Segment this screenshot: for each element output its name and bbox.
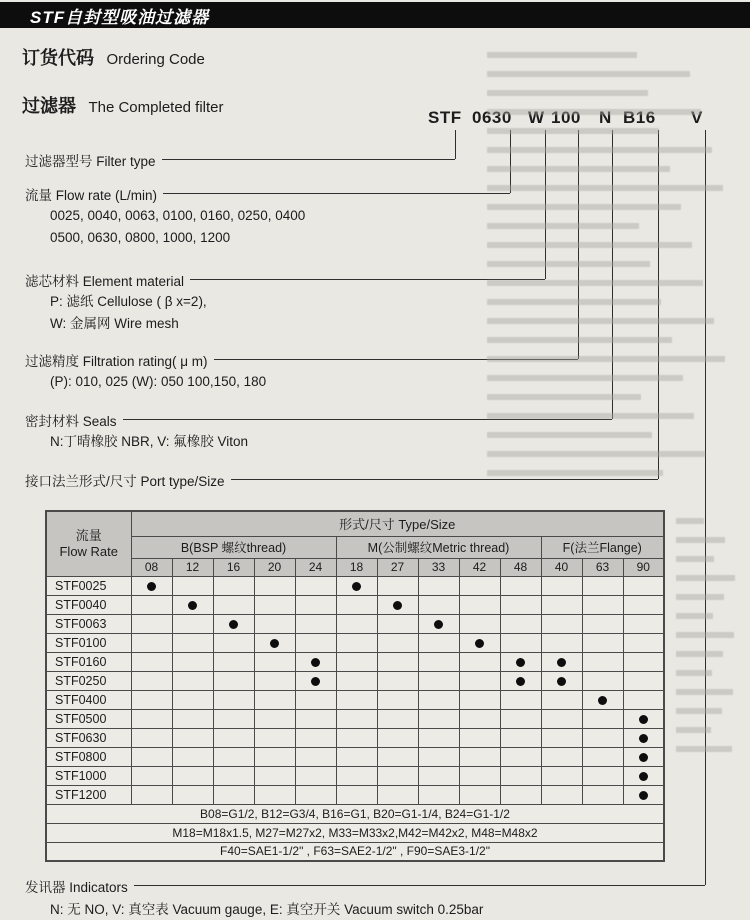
availability-cell — [377, 595, 418, 614]
availability-cell — [623, 576, 664, 595]
bleed-line — [487, 394, 641, 400]
availability-cell — [336, 614, 377, 633]
availability-cell — [377, 785, 418, 804]
section-ordering-code — [22, 44, 205, 70]
availability-cell — [213, 595, 254, 614]
connector-line — [162, 159, 455, 160]
label-sub-text: (P): 010, 025 (W): 050 100,150, 180 — [50, 374, 267, 389]
code-segment-0630: 0630 — [472, 108, 512, 127]
table-row-STF0063 — [46, 614, 664, 633]
label-text: 流量 Flow rate (L/min) — [25, 188, 158, 203]
code-label-element-material — [25, 270, 545, 334]
connector-line — [123, 419, 612, 420]
availability-cell — [459, 633, 500, 652]
availability-cell — [254, 766, 295, 785]
availability-cell — [254, 652, 295, 671]
availability-dot — [639, 734, 648, 743]
table-row-STF0250 — [46, 671, 664, 690]
availability-cell — [541, 576, 582, 595]
availability-cell — [541, 614, 582, 633]
availability-cell — [418, 709, 459, 728]
availability-cell — [172, 633, 213, 652]
connector-line — [163, 193, 510, 194]
availability-cell — [254, 633, 295, 652]
availability-cell — [131, 652, 172, 671]
availability-dot — [434, 620, 443, 629]
availability-cell — [623, 652, 664, 671]
availability-cell — [459, 671, 500, 690]
availability-cell — [582, 690, 623, 709]
table-row-STF0100 — [46, 633, 664, 652]
availability-cell — [336, 576, 377, 595]
section-completed-filter — [22, 92, 224, 118]
model-cell: STF0500 — [46, 709, 131, 728]
availability-cell — [541, 652, 582, 671]
code-vline-3 — [578, 130, 579, 359]
availability-cell — [131, 614, 172, 633]
availability-cell — [172, 690, 213, 709]
availability-cell — [254, 728, 295, 747]
bleed-line — [487, 185, 723, 191]
availability-cell — [172, 595, 213, 614]
code-segment-N: N — [599, 108, 612, 127]
availability-cell — [213, 652, 254, 671]
availability-cell — [623, 766, 664, 785]
availability-cell — [131, 671, 172, 690]
availability-cell — [377, 766, 418, 785]
availability-cell — [377, 633, 418, 652]
availability-cell — [500, 595, 541, 614]
bleed-line — [487, 128, 659, 134]
availability-cell — [500, 576, 541, 595]
availability-dot — [311, 677, 320, 686]
connector-line — [190, 279, 545, 280]
footnote-text: B08=G1/2, B12=G3/4, B16=G1, B20=G1-1/4, B24=G1-1/2 — [46, 804, 664, 823]
availability-dot — [557, 677, 566, 686]
availability-cell — [213, 785, 254, 804]
flow-rate-header: 流量 Flow Rate — [46, 511, 131, 576]
availability-cell — [172, 728, 213, 747]
availability-cell — [418, 728, 459, 747]
code-label-seals — [25, 410, 612, 452]
availability-cell — [418, 690, 459, 709]
bleed-line — [487, 337, 672, 343]
availability-cell — [131, 690, 172, 709]
bleed-line — [676, 746, 732, 752]
availability-cell — [254, 747, 295, 766]
completed-filter-title-en: The Completed filter — [88, 99, 224, 116]
indicators-note: N: 无 NO, V: 真空表 Vacuum gauge, E: 真空开关 Vacuum switch 0.25bar — [50, 902, 484, 917]
availability-cell — [418, 747, 459, 766]
bleed-line — [676, 537, 725, 543]
size-col-header-12: 12 — [172, 558, 213, 576]
bleed-line — [676, 518, 704, 524]
availability-cell — [623, 671, 664, 690]
availability-cell — [582, 576, 623, 595]
model-cell: STF0800 — [46, 747, 131, 766]
size-col-header-63: 63 — [582, 558, 623, 576]
code-segment-W: W — [528, 108, 545, 127]
thread-group-header: F(法兰Flange) — [541, 536, 664, 558]
code-label-port-type-size — [25, 470, 658, 490]
availability-cell — [623, 709, 664, 728]
availability-cell — [172, 709, 213, 728]
table-row-STF1000 — [46, 766, 664, 785]
size-col-header-42: 42 — [459, 558, 500, 576]
availability-cell — [295, 576, 336, 595]
code-label-filter-type — [25, 150, 455, 170]
availability-cell — [213, 690, 254, 709]
availability-cell — [172, 785, 213, 804]
availability-cell — [131, 766, 172, 785]
availability-cell — [459, 614, 500, 633]
availability-cell — [500, 671, 541, 690]
availability-cell — [623, 785, 664, 804]
size-col-header-08: 08 — [131, 558, 172, 576]
bleed-line — [676, 613, 713, 619]
availability-dot — [557, 658, 566, 667]
size-col-header-20: 20 — [254, 558, 295, 576]
availability-cell — [254, 785, 295, 804]
size-col-header-40: 40 — [541, 558, 582, 576]
label-sub-text: 0025, 0040, 0063, 0100, 0160, 0250, 0400 — [50, 208, 306, 223]
model-cell: STF0400 — [46, 690, 131, 709]
availability-cell — [172, 614, 213, 633]
connector-line — [134, 885, 705, 886]
availability-cell — [377, 652, 418, 671]
table-row-STF0630 — [46, 728, 664, 747]
bleed-line — [676, 594, 724, 600]
size-table — [45, 510, 665, 862]
size-col-header-33: 33 — [418, 558, 459, 576]
size-col-header-24: 24 — [295, 558, 336, 576]
availability-cell — [541, 747, 582, 766]
page-header-bar — [0, 2, 750, 28]
availability-cell — [336, 766, 377, 785]
availability-cell — [377, 728, 418, 747]
availability-cell — [500, 690, 541, 709]
availability-cell — [172, 766, 213, 785]
size-col-header-27: 27 — [377, 558, 418, 576]
connector-line — [231, 479, 658, 480]
connector-line — [214, 359, 578, 360]
availability-cell — [377, 747, 418, 766]
availability-cell — [295, 709, 336, 728]
availability-cell — [623, 614, 664, 633]
table-row-STF0800 — [46, 747, 664, 766]
availability-cell — [582, 766, 623, 785]
availability-cell — [541, 709, 582, 728]
bleed-line — [487, 242, 692, 248]
table-row-STF0500 — [46, 709, 664, 728]
availability-cell — [295, 671, 336, 690]
availability-dot — [188, 601, 197, 610]
availability-cell — [295, 595, 336, 614]
size-col-header-48: 48 — [500, 558, 541, 576]
availability-cell — [459, 728, 500, 747]
availability-cell — [459, 747, 500, 766]
availability-cell — [131, 747, 172, 766]
availability-cell — [418, 576, 459, 595]
availability-cell — [377, 709, 418, 728]
availability-cell — [541, 633, 582, 652]
availability-cell — [623, 690, 664, 709]
availability-cell — [582, 747, 623, 766]
label-text: 接口法兰形式/尺寸 Port type/Size — [25, 474, 225, 489]
code-vline-1 — [510, 130, 511, 193]
label-sub-text: 0500, 0630, 0800, 1000, 1200 — [50, 230, 231, 245]
footnote-row-0 — [46, 804, 664, 823]
availability-dot — [475, 639, 484, 648]
availability-cell — [541, 766, 582, 785]
completed-filter-title-cn: 过滤器 — [22, 96, 76, 116]
availability-cell — [582, 671, 623, 690]
label-text: 密封材料 Seals — [25, 414, 117, 429]
availability-cell — [459, 709, 500, 728]
availability-cell — [582, 728, 623, 747]
availability-cell — [295, 614, 336, 633]
label-sub-text: W: 金属网 Wire mesh — [50, 316, 179, 331]
availability-cell — [295, 766, 336, 785]
code-vline-5 — [658, 130, 659, 479]
availability-cell — [459, 652, 500, 671]
availability-cell — [213, 633, 254, 652]
availability-cell — [254, 595, 295, 614]
availability-cell — [500, 633, 541, 652]
bleed-line — [487, 109, 701, 115]
availability-cell — [541, 728, 582, 747]
table-row-STF0400 — [46, 690, 664, 709]
label-text: 滤芯材料 Element material — [25, 274, 185, 289]
availability-cell — [213, 671, 254, 690]
label-sub-text: N:丁晴橡胶 NBR, V: 氟橡胶 Viton — [50, 434, 249, 449]
availability-cell — [418, 785, 459, 804]
availability-cell — [459, 766, 500, 785]
availability-cell — [377, 576, 418, 595]
availability-cell — [500, 652, 541, 671]
availability-cell — [172, 652, 213, 671]
page-bleed-through — [676, 518, 738, 768]
availability-cell — [295, 785, 336, 804]
availability-cell — [582, 633, 623, 652]
model-cell: STF0025 — [46, 576, 131, 595]
availability-dot — [639, 791, 648, 800]
footnote-row-2 — [46, 842, 664, 861]
table-row-STF1200 — [46, 785, 664, 804]
availability-dot — [639, 753, 648, 762]
model-cell: STF0063 — [46, 614, 131, 633]
model-cell: STF0630 — [46, 728, 131, 747]
label-text: 过滤器型号 Filter type — [25, 154, 156, 169]
ordering-code-title-en: Ordering Code — [106, 51, 205, 68]
availability-cell — [295, 633, 336, 652]
availability-cell — [295, 728, 336, 747]
model-cell: STF1000 — [46, 766, 131, 785]
availability-cell — [418, 595, 459, 614]
availability-cell — [377, 690, 418, 709]
thread-group-header: M(公制螺纹Metric thread) — [336, 536, 541, 558]
availability-cell — [213, 747, 254, 766]
availability-cell — [131, 709, 172, 728]
availability-cell — [418, 671, 459, 690]
availability-cell — [336, 652, 377, 671]
bleed-line — [487, 204, 681, 210]
availability-cell — [254, 614, 295, 633]
availability-cell — [254, 690, 295, 709]
availability-cell — [459, 576, 500, 595]
availability-dot — [598, 696, 607, 705]
model-cell: STF1200 — [46, 785, 131, 804]
availability-cell — [541, 595, 582, 614]
bleed-line — [487, 147, 712, 153]
availability-dot — [270, 639, 279, 648]
code-label-flow-rate — [25, 184, 510, 248]
availability-cell — [131, 785, 172, 804]
availability-cell — [213, 614, 254, 633]
availability-cell — [623, 633, 664, 652]
size-col-header-18: 18 — [336, 558, 377, 576]
availability-cell — [336, 785, 377, 804]
bleed-line — [487, 52, 637, 58]
availability-cell — [295, 690, 336, 709]
availability-cell — [500, 709, 541, 728]
availability-dot — [516, 658, 525, 667]
availability-cell — [336, 671, 377, 690]
availability-cell — [336, 728, 377, 747]
availability-cell — [623, 728, 664, 747]
availability-dot — [639, 772, 648, 781]
size-col-header-90: 90 — [623, 558, 664, 576]
table-row-STF0025 — [46, 576, 664, 595]
bleed-line — [676, 556, 714, 562]
code-segment-V: V — [691, 108, 703, 127]
thread-group-header: B(BSP 螺纹thread) — [131, 536, 336, 558]
availability-cell — [295, 747, 336, 766]
ordering-code-title-cn: 订货代码 — [22, 48, 94, 68]
availability-dot — [147, 582, 156, 591]
table-row-STF0160 — [46, 652, 664, 671]
availability-dot — [393, 601, 402, 610]
model-cell: STF0100 — [46, 633, 131, 652]
availability-dot — [229, 620, 238, 629]
type-size-header: 形式/尺寸 Type/Size — [131, 511, 664, 536]
model-cell: STF0250 — [46, 671, 131, 690]
availability-dot — [311, 658, 320, 667]
table-row-STF0040 — [46, 595, 664, 614]
model-cell: STF0040 — [46, 595, 131, 614]
bleed-line — [676, 670, 712, 676]
availability-cell — [213, 709, 254, 728]
availability-cell — [582, 595, 623, 614]
availability-cell — [500, 766, 541, 785]
code-vline-6 — [705, 130, 706, 885]
code-segment-B16: B16 — [623, 108, 656, 127]
availability-cell — [336, 633, 377, 652]
availability-cell — [541, 785, 582, 804]
availability-cell — [336, 709, 377, 728]
availability-cell — [131, 633, 172, 652]
availability-cell — [541, 671, 582, 690]
availability-cell — [131, 576, 172, 595]
code-vline-2 — [545, 130, 546, 279]
availability-cell — [623, 595, 664, 614]
availability-cell — [418, 652, 459, 671]
availability-cell — [459, 785, 500, 804]
availability-cell — [254, 576, 295, 595]
availability-cell — [500, 785, 541, 804]
availability-cell — [582, 652, 623, 671]
availability-cell — [582, 709, 623, 728]
availability-cell — [582, 614, 623, 633]
bleed-line — [487, 261, 650, 267]
indicators-label-row — [25, 876, 705, 896]
availability-cell — [377, 671, 418, 690]
label-sub-text: P: 滤纸 Cellulose ( β x=2), — [50, 294, 207, 309]
availability-cell — [500, 747, 541, 766]
code-segment-100: 100 — [551, 108, 581, 127]
model-cell: STF0160 — [46, 652, 131, 671]
availability-cell — [500, 614, 541, 633]
availability-cell — [336, 747, 377, 766]
availability-cell — [172, 671, 213, 690]
availability-cell — [213, 728, 254, 747]
availability-cell — [418, 766, 459, 785]
indicators-label: 发讯器 Indicators — [25, 880, 128, 895]
code-label-filtration-rating — [25, 350, 578, 392]
availability-cell — [418, 633, 459, 652]
availability-cell — [131, 595, 172, 614]
bleed-line — [487, 71, 690, 77]
availability-cell — [254, 671, 295, 690]
footnote-text: F40=SAE1-1/2" , F63=SAE2-1/2" , F90=SAE3-1/2" — [46, 842, 664, 861]
bleed-line — [487, 90, 648, 96]
label-text: 过滤精度 Filtration rating( μ m) — [25, 354, 208, 369]
availability-cell — [172, 747, 213, 766]
availability-cell — [213, 576, 254, 595]
availability-cell — [459, 595, 500, 614]
availability-cell — [582, 785, 623, 804]
availability-cell — [500, 728, 541, 747]
bleed-line — [676, 708, 722, 714]
availability-cell — [377, 614, 418, 633]
page-title: STF自封型吸油过滤器 — [30, 7, 210, 27]
availability-cell — [336, 690, 377, 709]
code-vline-0 — [455, 130, 456, 159]
bleed-line — [676, 651, 723, 657]
size-col-header-16: 16 — [213, 558, 254, 576]
footnote-text: M18=M18x1.5, M27=M27x2, M33=M33x2,M42=M42x2, M48=M48x2 — [46, 823, 664, 842]
availability-dot — [352, 582, 361, 591]
availability-cell — [336, 595, 377, 614]
availability-cell — [213, 766, 254, 785]
availability-cell — [295, 652, 336, 671]
availability-cell — [623, 747, 664, 766]
code-vline-4 — [612, 130, 613, 419]
availability-cell — [131, 728, 172, 747]
availability-cell — [541, 690, 582, 709]
footnote-row-1 — [46, 823, 664, 842]
availability-dot — [516, 677, 525, 686]
availability-cell — [459, 690, 500, 709]
availability-cell — [172, 576, 213, 595]
availability-dot — [639, 715, 648, 724]
code-segment-STF: STF — [428, 108, 462, 127]
availability-cell — [254, 709, 295, 728]
availability-cell — [418, 614, 459, 633]
